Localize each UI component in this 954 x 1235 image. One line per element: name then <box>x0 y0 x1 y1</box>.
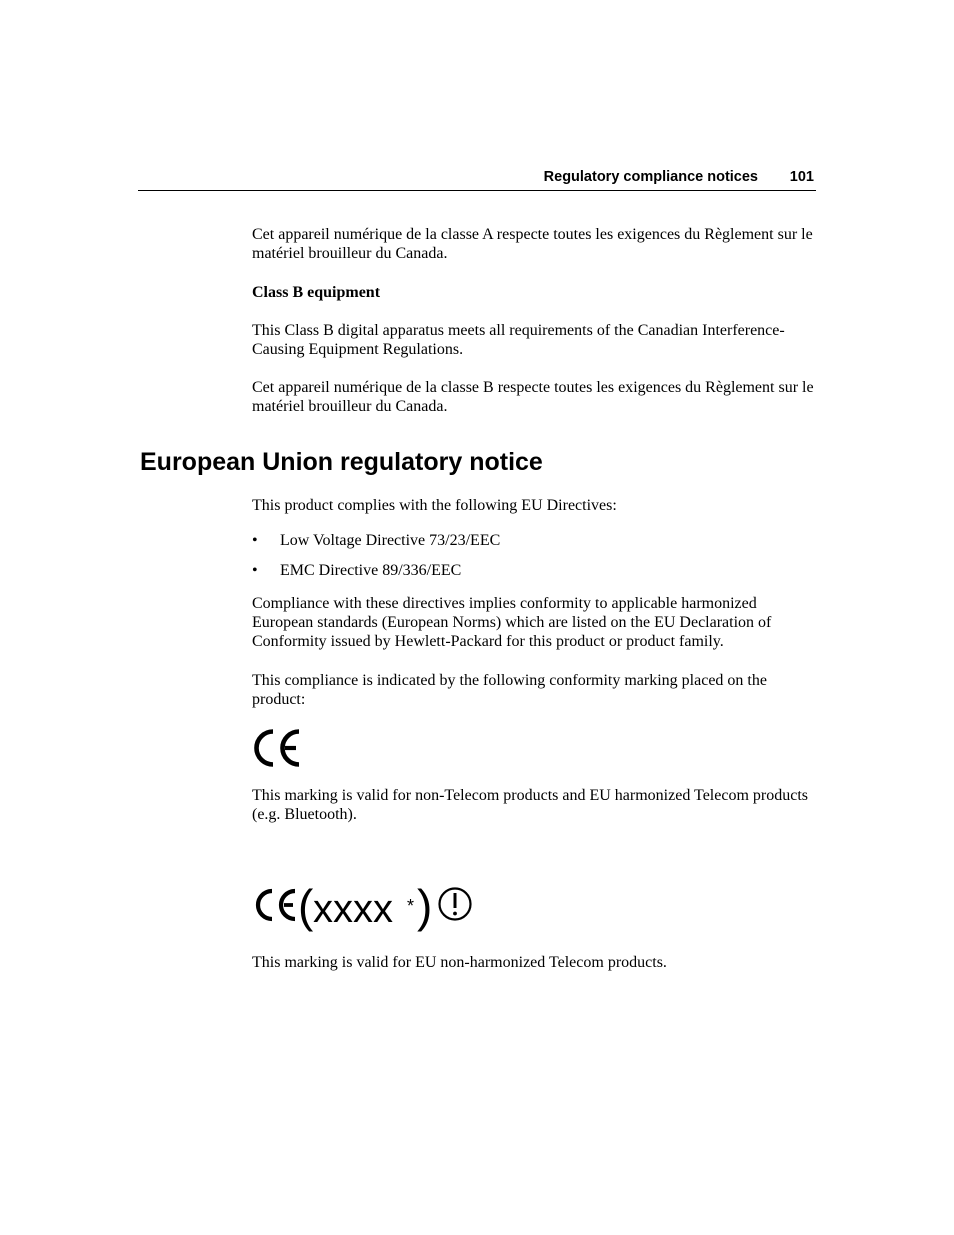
directive-label: Low Voltage Directive 73/23/EEC <box>280 532 501 549</box>
class-a-french-paragraph: Cet appareil numérique de la classe A respecte toutes les exigences du Règlement sur le matériel brouilleur du Canada. <box>252 226 813 262</box>
ce-telecom-note: This marking is valid for EU non-harmonized Telecom products. <box>252 954 667 971</box>
asterisk-mark: * <box>407 896 415 916</box>
compliance-paragraph: Compliance with these directives implies conformity to applicable harmonized European standards (European Norms) which are listed on the EU Declaration of Conformity issued by Hewlett-Packard for this product or product family. <box>252 595 772 650</box>
header-section-title: Regulatory compliance notices <box>543 169 758 185</box>
ce-mark-icon <box>249 727 303 774</box>
ce-telecom-mark <box>249 882 479 941</box>
marking-intro-paragraph: This compliance is indicated by the following conformity marking placed on the product: <box>252 672 767 708</box>
eu-intro-paragraph: This product complies with the following EU Directives: <box>252 497 617 514</box>
bullet-icon: • <box>252 562 258 579</box>
running-header <box>138 168 816 191</box>
bullet-icon: • <box>252 532 258 549</box>
notified-body-open-paren: ( <box>298 882 314 932</box>
notified-body-number: xxxx <box>313 887 393 931</box>
page-number: 101 <box>789 169 814 185</box>
class-b-english-paragraph: This Class B digital apparatus meets all requirements of the Canadian Interference-Causing Equipment Regulations. <box>252 322 785 358</box>
alert-icon <box>440 889 471 920</box>
ce-mark-note: This marking is valid for non-Telecom products and EU harmonized Telecom products (e.g. Bluetooth). <box>252 787 808 823</box>
eu-section-heading: European Union regulatory notice <box>140 448 543 476</box>
class-b-french-paragraph: Cet appareil numérique de la classe B respecte toutes les exigences du Règlement sur le matériel brouilleur du Canada. <box>252 379 814 415</box>
ce-mark-icon <box>258 891 295 919</box>
notified-body-close-paren: ) <box>417 882 433 932</box>
class-b-heading: Class B equipment <box>252 284 381 301</box>
directive-label: EMC Directive 89/336/EEC <box>280 562 462 579</box>
